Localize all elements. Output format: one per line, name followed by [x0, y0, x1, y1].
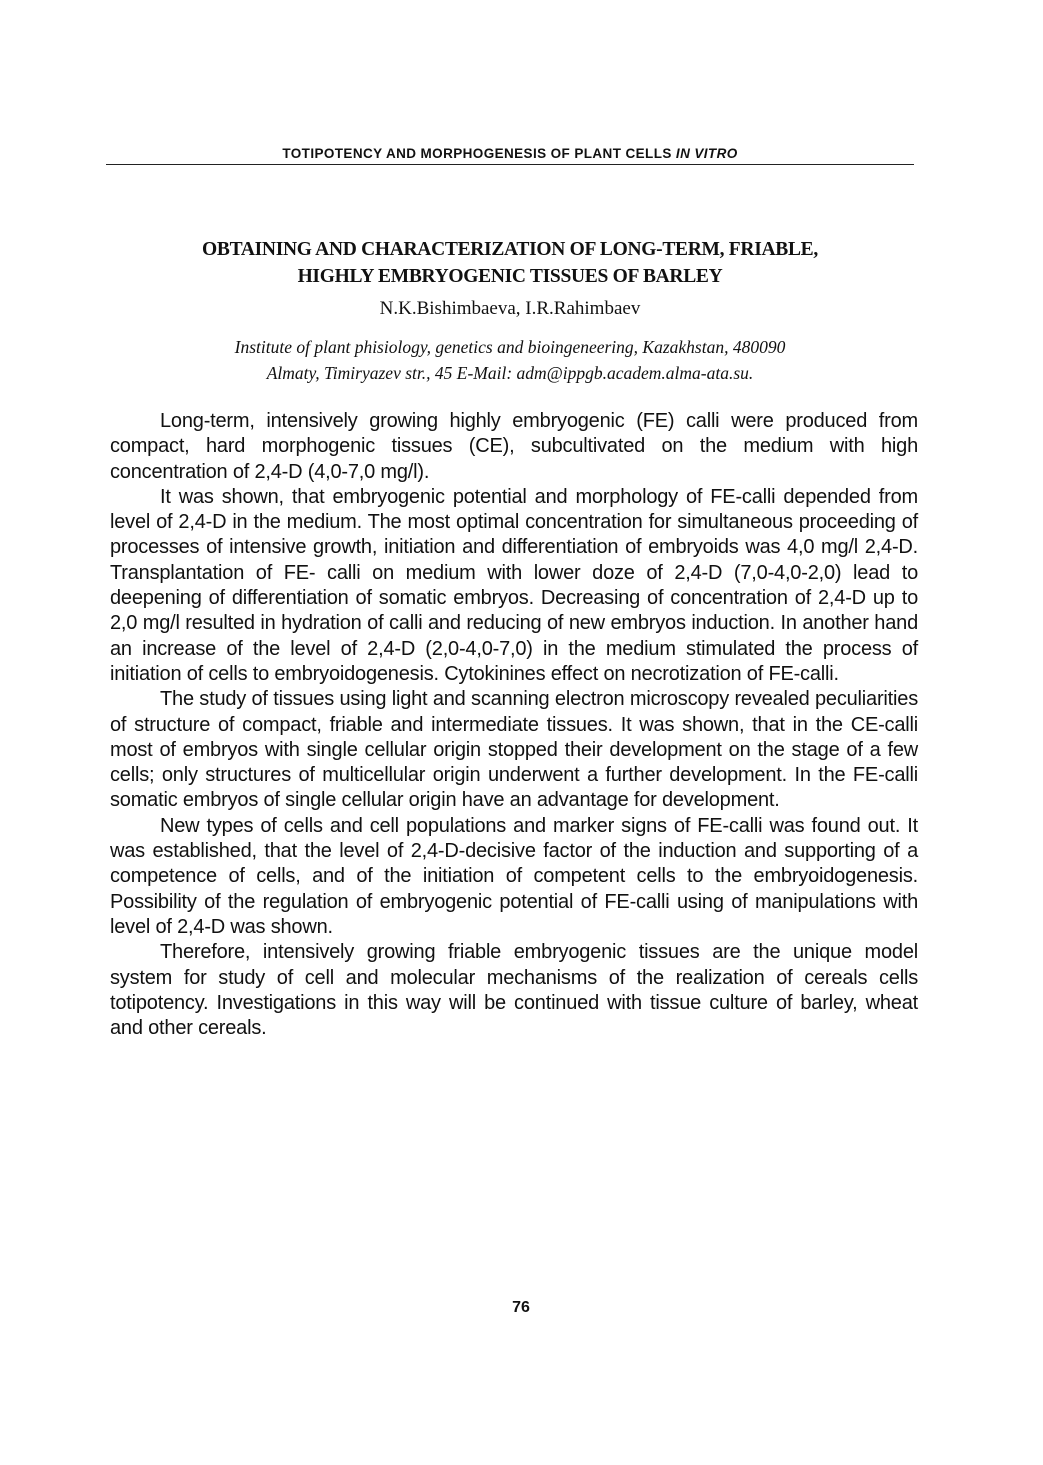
paragraph-2: It was shown, that embryogenic potential and morphology of FE-calli depended from level of 2,4-D in the medium. The most optimal concentration for simultaneous proceeding of processes of intensive growth, initiation and differentiation of embryoids was 4,0 mg/l 2,4-D. Transplantation of FE- calli on medium with lower doze of 2,4-D (7,0-4,0-2,0) lead to deepening of differentiation of somatic embryos. Decreasing of concentration of 2,4-D up to 2,0 mg/l resulted in hydration of calli and reducing of new embryos induction. In another hand an increase of the level of 2,4-D (2,0-4,0-7,0) in the medium stimulated the process of initiation of cells to embryoidogenesis. Cytokinines effect on necrotization of FE-calli.: [110, 485, 918, 685]
paper-title-line-2: HIGHLY EMBRYOGENIC TISSUES OF BARLEY: [297, 266, 723, 287]
abstract-body: [110, 409, 918, 1041]
page-number: 76: [512, 1299, 530, 1316]
paper-title-line-1: OBTAINING AND CHARACTERIZATION OF LONG-TERM, FRIABLE,: [202, 239, 818, 260]
affiliation-line-1: Institute of plant phisiology, genetics and bioingeneering, Kazakhstan, 480090: [234, 337, 786, 357]
running-header-italic: IN VITRO: [675, 146, 738, 161]
running-header: [106, 146, 914, 165]
running-header-main: TOTIPOTENCY AND MORPHOGENESIS OF PLANT CELLS: [282, 146, 672, 161]
authors: N.K.Bishimbaeva, I.R.Rahimbaev: [379, 298, 641, 319]
affiliation: [106, 334, 914, 386]
paragraph-1: Long-term, intensively growing highly embryogenic (FE) calli were produced from compact, hard morphogenic tissues (CE), subcultivated on the medium with high concentration of 2,4-D (4,0-7,0 mg/l).: [110, 410, 918, 483]
paragraph-5: Therefore, intensively growing friable embryogenic tissues are the unique model system for study of cell and molecular mechanisms of the realization of cereals cells totipotency. Investigations in this way will be continued with tissue culture of barley, wheat and other cereals.: [110, 941, 918, 1040]
affiliation-line-2: Almaty, Timiryazev str., 45 E-Mail: adm@ippgb.academ.alma-ata.su.: [266, 363, 754, 383]
title-block: [106, 236, 914, 386]
paragraph-4: New types of cells and cell populations and marker signs of FE-calli was found out. It was established, that the level of 2,4-D-decisive factor of the induction and supporting of a competence of cells, and of the initiation of competent cells to the embryoidogenesis. Possibility of the regulation of embryogenic potential of FE-calli using of manipulations with level of 2,4-D was shown.: [110, 814, 918, 938]
paragraph-3: The study of tissues using light and scanning electron microscopy revealed peculiarities of structure of compact, friable and intermediate tissues. It was shown, that in the CE-calli most of embryos with single cellular origin stopped their development on the stage of a few cells; only structures of multicellular origin underwent a further development. In the FE-calli somatic embryos of single cellular origin have an advantage for development.: [110, 688, 918, 812]
